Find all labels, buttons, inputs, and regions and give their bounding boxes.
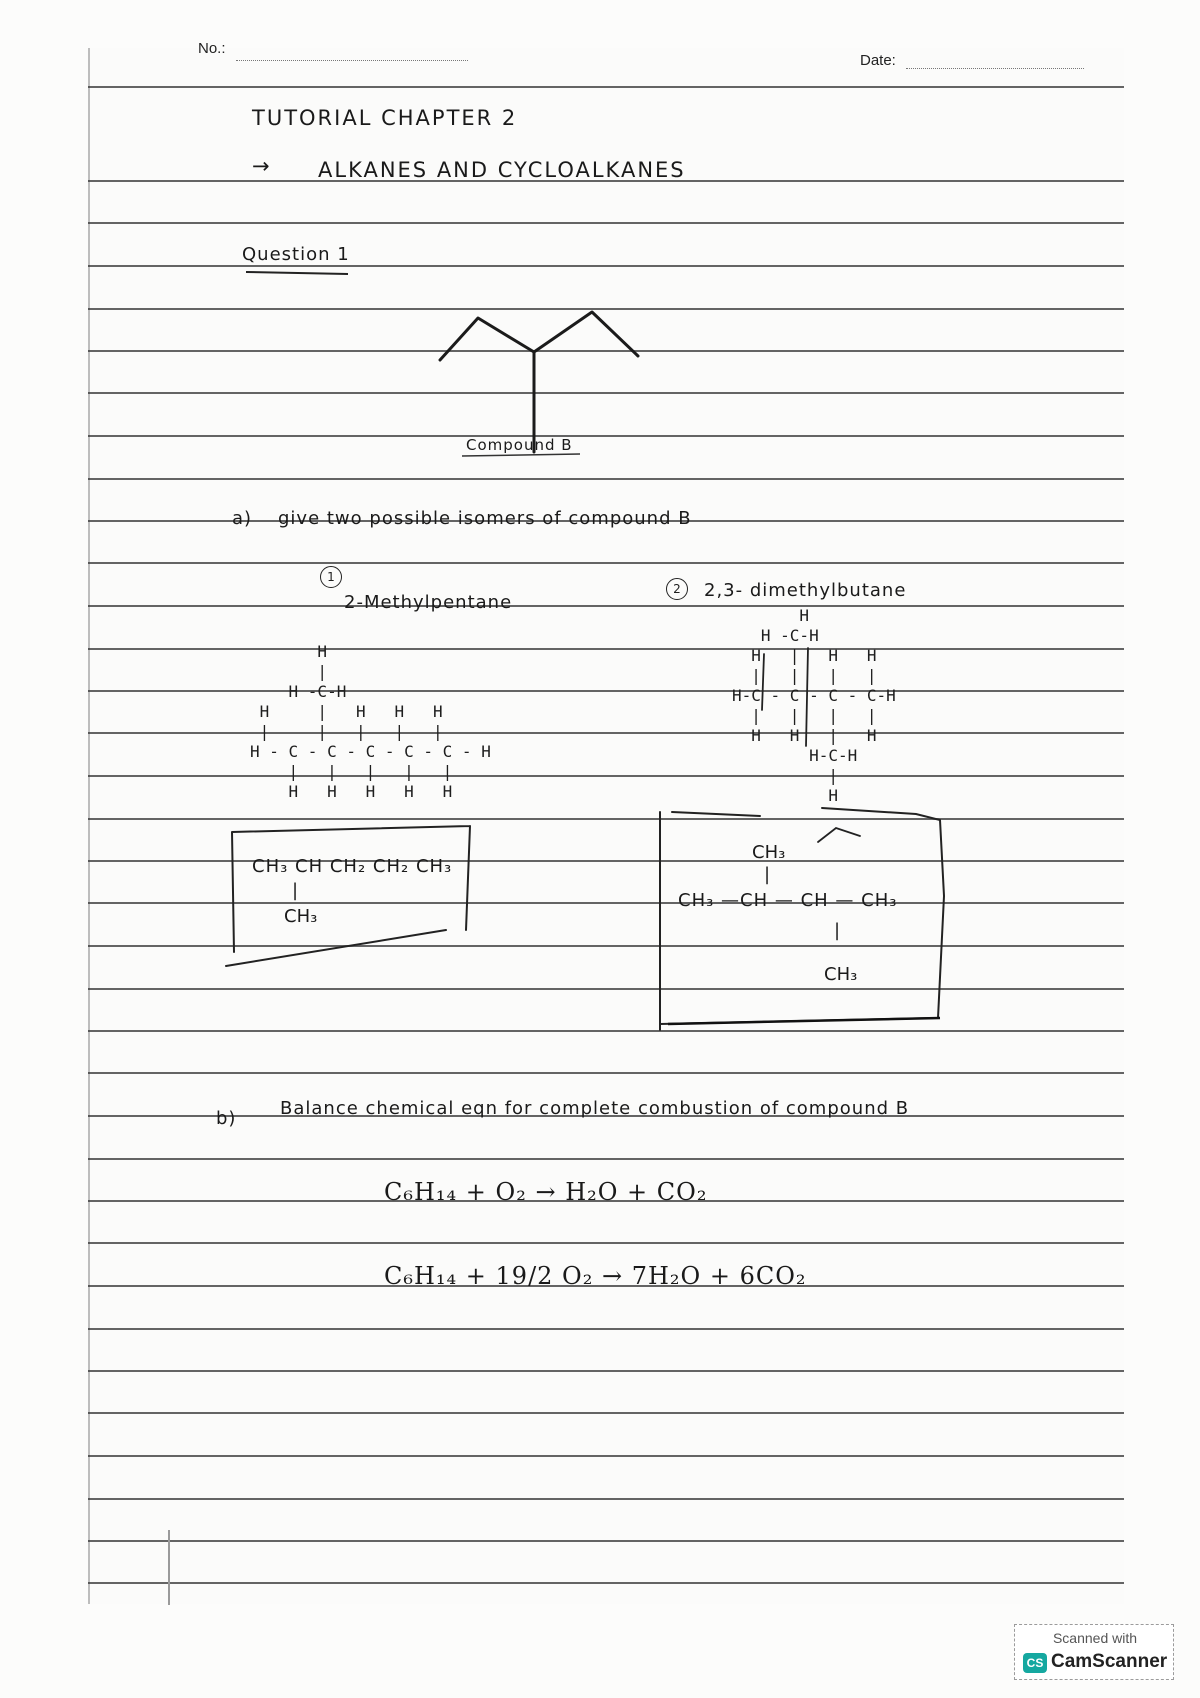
- equation-unbalanced: C₆H₁₄ + O₂ → H₂O + CO₂: [384, 1178, 708, 1206]
- structure-line: | | | |: [732, 706, 877, 725]
- isomer1-condensed-bond: |: [292, 880, 301, 901]
- structure-line: |: [732, 766, 838, 785]
- isomer2-bracket-stroke: [762, 648, 860, 842]
- structure-line: |: [250, 662, 328, 681]
- camscanner-logo-icon: CS: [1023, 1653, 1047, 1673]
- compound-b-skeletal-formula: [440, 312, 638, 360]
- structure-line: | | | | |: [250, 762, 453, 781]
- isomer1-name: 2-Methylpentane: [344, 592, 513, 613]
- isomer2-condensed-box: [660, 808, 944, 1030]
- part-b-prompt: Balance chemical eqn for complete combustion of compound B: [280, 1098, 910, 1119]
- isomer2-condensed-top: CH₃: [752, 842, 786, 863]
- structure-line: H H | H: [732, 726, 877, 745]
- isomer2-condensed-top-bond: |: [764, 864, 773, 885]
- date-label: Date:: [860, 52, 896, 69]
- structure-line: H-C - C - C - C-H: [732, 686, 896, 705]
- isomer1-condensed-main: CH₃ CH CH₂ CH₂ CH₃: [252, 856, 453, 877]
- structure-line: | | | | |: [250, 722, 443, 741]
- compound-caption: Compound B: [466, 436, 573, 454]
- isomer1-condensed-branch: CH₃: [284, 906, 318, 927]
- arrow-icon: →: [252, 154, 270, 178]
- isomer1-number: 1: [320, 566, 342, 588]
- isomer2-condensed-bottom: CH₃: [824, 964, 858, 985]
- structure-line: H | H H H: [250, 702, 443, 721]
- structure-line: H-C-H: [732, 746, 858, 765]
- part-a-label: a): [232, 508, 253, 529]
- structure-line: H H H H H: [250, 782, 453, 801]
- structure-line: H -C-H: [732, 626, 819, 645]
- isomer2-name: 2,3- dimethylbutane: [704, 580, 907, 601]
- watermark-line2: CamScanner: [1051, 1651, 1168, 1672]
- camscanner-watermark: [1014, 1624, 1174, 1680]
- isomer2-number: 2: [666, 578, 688, 600]
- isomer1-condensed-box: [226, 826, 470, 966]
- structure-line: H: [250, 642, 328, 661]
- part-b-label: b): [216, 1108, 237, 1129]
- tutorial-title: TUTORIAL CHAPTER 2: [252, 106, 518, 130]
- isomer2-condensed-bottom-bond: |: [834, 920, 843, 941]
- structure-line: H - C - C - C - C - C - H: [250, 742, 491, 761]
- structure-line: H | H H: [732, 646, 877, 665]
- structure-line: H -C-H: [250, 682, 347, 701]
- no-label: No.:: [198, 40, 226, 57]
- isomer2-box-baseline: [668, 1018, 940, 1024]
- compound-caption-underline: [462, 454, 580, 456]
- structure-line: H: [732, 786, 838, 805]
- chapter-subtitle: ALKANES AND CYCLOALKANES: [318, 158, 686, 182]
- equation-balanced: C₆H₁₄ + 19/2 O₂ → 7H₂O + 6CO₂: [384, 1262, 807, 1290]
- part-a-prompt: give two possible isomers of compound B: [278, 508, 692, 529]
- structure-line: H: [732, 606, 810, 625]
- structure-line: | | | |: [732, 666, 877, 685]
- watermark-line1: Scanned with: [1052, 1630, 1138, 1646]
- question-label: Question 1: [242, 244, 350, 265]
- question-underline: [246, 272, 348, 274]
- isomer2-condensed-main: CH₃ —CH — CH — CH₃: [678, 890, 898, 911]
